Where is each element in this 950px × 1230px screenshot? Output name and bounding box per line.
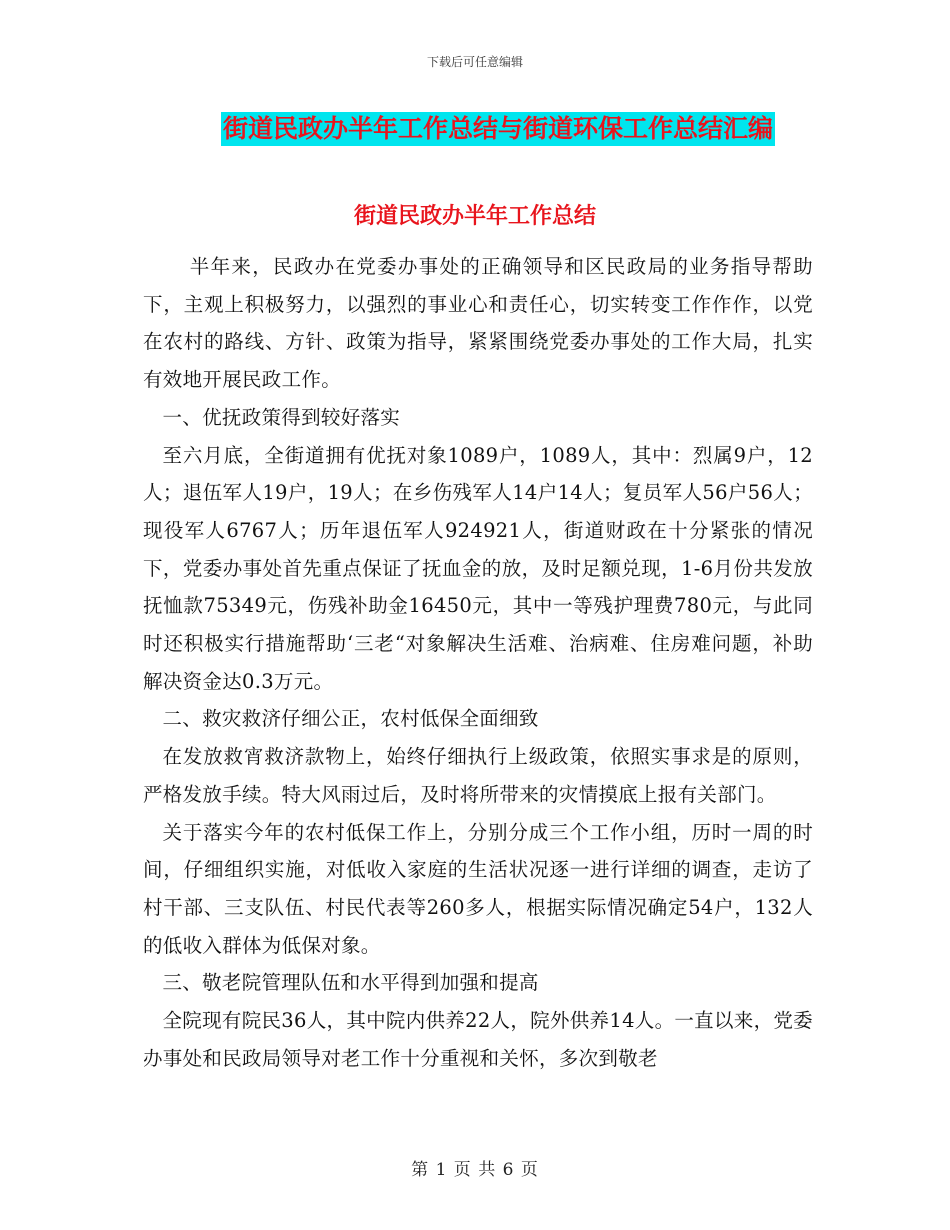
heading-section-1: 一、优抚政策得到较好落实 (162, 405, 401, 429)
page-indicator: 第 1 页 共 6 页 (411, 1160, 539, 1180)
heading-section-3: 三、敬老院管理队伍和水平得到加强和提高 (162, 971, 539, 995)
main-title-container (0, 112, 950, 146)
section-title: 街道民政办半年工作总结 (353, 204, 596, 229)
paragraph-section-3: 全院现有院民36人，其中院内供养22人，院外供养14人。一直以来，党委办事处和民政局领导对老工作十分重视和关怀，多次到敬老 (143, 1009, 813, 1070)
paragraph-section-2a: 在发放救宵救济款物上，始终仔细执行上级政策，依照实事求是的原则，严格发放手续。特大风雨过后，及时将所带来的灾情摸底上报有关部门。 (143, 745, 813, 806)
header-note: 下载后可任意编辑 (426, 55, 523, 69)
paragraph-section-1: 至六月底，全街道拥有优抚对象1089户，1089人，其中：烈属9户，12人；退伍军人19户，19人；在乡伤残军人14户14人；复员军人56户56人；现役军人6767人；历年退伍军人924921人，街道财政在十分紧张的情况下，党委办事处首先重点保证了抚血金的放，及时足额兑现，1-6月份共发放抚恤款75349元，伤残补助金16450元，其中一等残护理费780元，与此同时还积极实行措施帮助‘三老“对象解决生活难、治病难、住房难问题，补助解决资金达0.3万元。 (143, 443, 813, 693)
main-title: 街道民政办半年工作总结与街道环保工作总结汇编 (221, 112, 775, 146)
paragraph-section-2b: 关于落实今年的农村低保工作上，分别分成三个工作小组，历时一周的时间，仔细组织实施，对低收入家庭的生活状况逐一进行详细的调查，走访了村干部、三支队伍、村民代表等260多人，根据实际情况确定54户，132人的低收入群体为低保对象。 (143, 820, 813, 957)
paragraph-intro: 半年来，民政办在党委办事处的正确领导和区民政局的业务指导帮助下，主观上积极努力，以强烈的事业心和责任心，切实转变工作作作，以党在农村的路线、方针、政策为指导，紧紧围绕党委办事处的工作大局，扎实有效地开展民政工作。 (143, 255, 813, 392)
heading-section-2: 二、救灾救济仔细公正，农村低保全面细致 (162, 707, 539, 731)
document-body (143, 248, 813, 1077)
